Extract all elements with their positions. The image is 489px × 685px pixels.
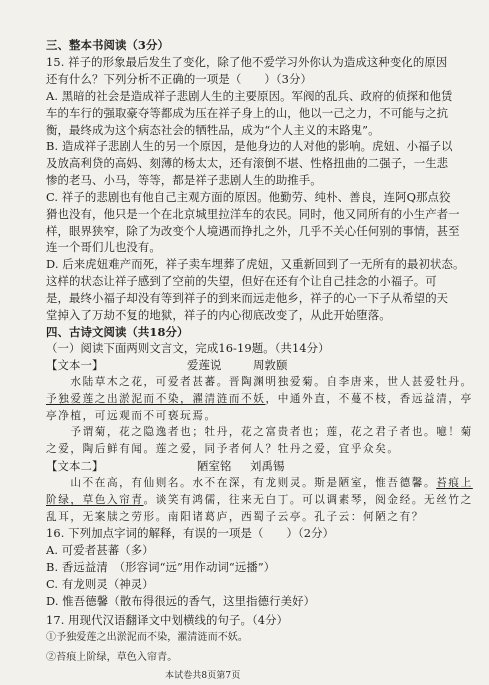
q16-option-a: A. 可爱者甚蕃（多）	[46, 543, 154, 558]
q15-optB-3: 惨的老马、小马，等等，都是祥子悲剧人生的助推手。	[46, 173, 322, 188]
text1-line: 予独爱莲之出淤泥而不染，濯清涟而不妖，中通外直，不蔓不枝，香远益清，亭	[46, 392, 473, 405]
text1-author: 周敦颐	[253, 358, 288, 373]
q16-option-b: B. 香远益清 （形容词“远”用作动词“远播”）	[46, 560, 276, 575]
q15-optC-4: 连一个哥们儿也没有。	[46, 240, 161, 255]
q15-optD-4: 堂掉入了万劫不复的地狱，祥子的内心彻底改变了，从此开始堕落。	[46, 307, 391, 322]
q15-line2: 还有什么？下列分析不正确的一项是（ ）（3分）	[46, 72, 312, 87]
q15-optA-2: 车的车行的强取豪夺等都成为压在祥子身上的山，他以一己之力，不可能与之抗	[46, 105, 449, 120]
q16-option-d: D. 惟吾德馨（散布得很远的香气，这里指德行美好）	[46, 593, 316, 608]
text1-label: 【文本一】	[46, 358, 104, 373]
q15-optC-1: C. 祥子的悲剧也有他自己主观方面的原因。他勤劳、纯朴、善良，连阿Q那点狡	[46, 189, 451, 204]
text2-author: 刘禹锡	[250, 459, 285, 474]
q15-optB-2: 及放高利贷的高妈、刻薄的杨太太，还有滚倒不堪、性格扭曲的二强子，一生悲	[46, 156, 449, 171]
q15-optA-3: 衡，最终成为这个病态社会的牺牲品，成为“个人主义的末路鬼”。	[46, 122, 380, 137]
text2-line: 乱耳，无案牍之劳形。南阳诸葛庐，西蜀子云亭。孔子云：何陋之有？	[46, 510, 425, 523]
q16-option-c: C. 有龙则灵（神灵）	[46, 576, 154, 591]
text1-line: 之爱，陶后鲜有闻。莲之爱，同予者何人？牡丹之爱，宜乎众矣。	[46, 443, 400, 456]
q15-optD-3: 是，最终小福子却没有等到祥子的到来而远走他乡，祥子的心一下子从希望的天	[46, 290, 449, 305]
text1-line: 予谓菊，花之隐逸者也；牡丹，花之富贵者也；莲，花之君子者也。噫！菊	[46, 426, 473, 439]
text2-label: 【文本二】	[46, 459, 104, 474]
text2-line: 山不在高，有仙则名。水不在深，有龙则灵。斯是陋室，惟吾德馨。苔痕上	[46, 476, 473, 489]
q15-optB-1: B. 造成祥子悲剧人生的另一个原因，是他身边的人对他的影响。虎妞、小福子以	[46, 139, 453, 154]
underlined-sentence-2a: 苔痕上	[436, 476, 473, 489]
q15-optA-1: A. 黑暗的社会是造成祥子悲剧人生的主要原因。军阀的乱兵、政府的侦探和他赁	[46, 88, 453, 103]
text2-title: 陋室铭	[197, 459, 232, 474]
page-footer: 本试卷共8页第7页	[165, 671, 241, 681]
q15-optD-1: D. 后来虎妞难产而死，祥子卖车埋葬了虎妞，又重新回到了一无所有的最初状态。	[46, 257, 465, 272]
section4-title: 四、古诗文阅读（共18分）	[46, 324, 189, 339]
q17-prompt: 17. 用现代汉语翻译文中划横线的句子。（4分）	[46, 613, 289, 627]
text1-line: 亭净植，可远观而不可亵玩焉。	[46, 409, 217, 422]
q15-optC-2: 猾也没有，他只是一个在北京城里拉洋车的农民。同时，他又同所有的小生产者一	[46, 206, 460, 221]
q15-optC-3: 样，眼界狭窄，除了为改变个人境遇而挣扎之外，几乎不关心任何别的事情，甚至	[46, 223, 460, 238]
underlined-sentence-2b: 阶绿，草色入帘青	[46, 493, 144, 506]
q15-line1: 15. 祥子的形象最后发生了变化，除了他不爱学习外你认为造成这种变化的原因	[46, 55, 448, 70]
q17-item-1: ①予独爱莲之出淤泥而不染，濯清涟而不妖。	[46, 632, 248, 643]
section3-title: 三、整本书阅读（3分）	[46, 38, 169, 53]
q15-optD-2: 这样的状态让祥子感到了空前的失望，但好在还有个让自己挂念的小福子。可	[46, 274, 437, 289]
underlined-sentence-1: 予独爱莲之出淤泥而不染，濯清涟而不妖	[46, 392, 266, 405]
q17-item-2: ②苔痕上阶绿，草色入帘青。	[46, 652, 178, 663]
text1-line: 水陆草木之花，可爱者甚蕃。晋陶渊明独爱菊。自李唐来，世人甚爱牡丹。	[46, 376, 473, 388]
q16-prompt: 16. 下列加点字词的解释，有误的一项是（ ）（2分）	[46, 526, 335, 541]
section4-subtitle: （一）阅读下面两则文言文，完成16-19题。（共14分）	[46, 341, 330, 356]
text2-line: 阶绿，草色入帘青。谈笑有鸿儒，往来无白丁。可以调素琴，阅金经。无丝竹之	[46, 493, 473, 506]
text1-title: 爱莲说	[187, 358, 222, 373]
